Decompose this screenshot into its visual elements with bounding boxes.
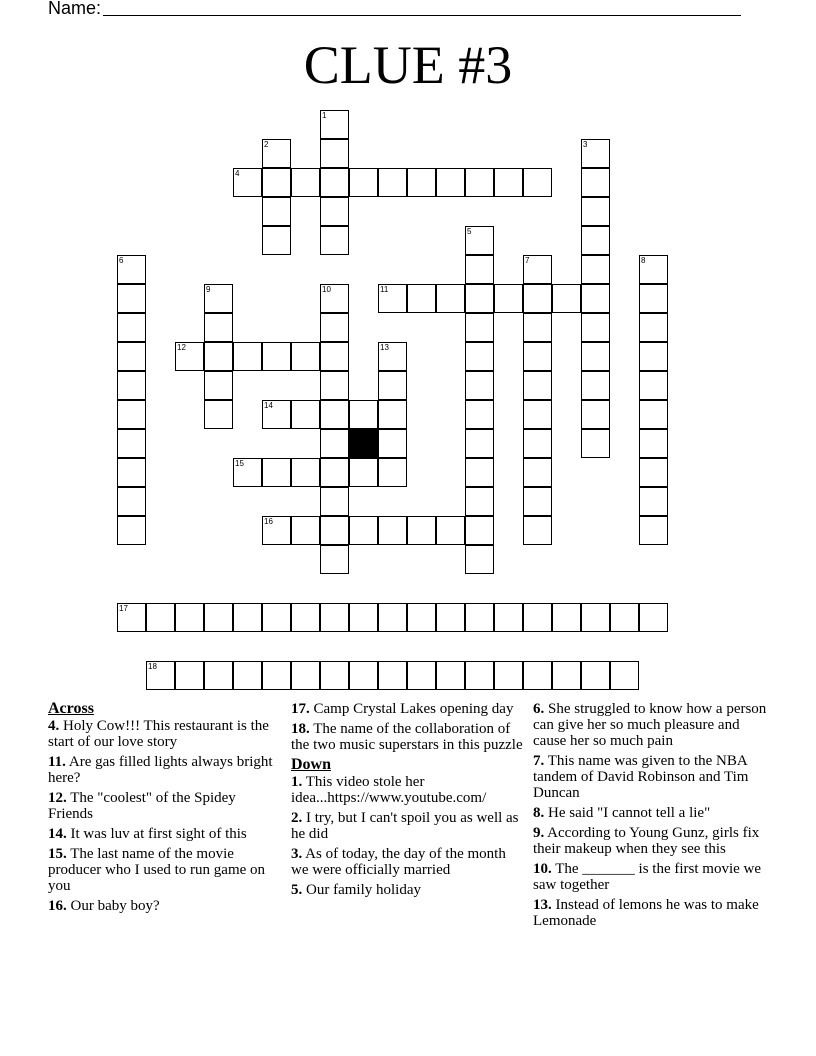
clue-number-label: 4. [48,718,60,734]
crossword-cell[interactable] [581,371,610,400]
crossword-cell[interactable] [349,516,378,545]
crossword-cell[interactable] [639,487,668,516]
crossword-cell[interactable] [523,284,552,313]
clue-text: Are gas filled lights always bright here? [48,754,273,786]
crossword-cell[interactable] [523,255,552,284]
crossword-cell[interactable] [552,603,581,632]
clue-text: He said "I cannot tell a lie" [544,805,711,821]
crossword-cell[interactable] [204,371,233,400]
clue-text: The "coolest" of the Spidey Friends [48,790,236,822]
crossword-cell[interactable] [320,371,349,400]
crossword-cell[interactable] [204,661,233,690]
down-clue-list-continued [533,701,773,929]
crossword-cell[interactable] [581,226,610,255]
crossword-cell[interactable] [349,661,378,690]
clue-number: 14 [264,401,273,410]
page-title: CLUE #3 [303,35,513,95]
crossword-cell[interactable] [320,516,349,545]
crossword-cell[interactable] [581,255,610,284]
crossword-cell[interactable] [610,661,639,690]
clues-column-1 [48,701,278,918]
crossword-cell[interactable] [262,661,291,690]
crossword-cell[interactable] [465,429,494,458]
crossword-cell[interactable] [465,168,494,197]
crossword-cell[interactable] [465,226,494,255]
crossword-cell[interactable] [378,168,407,197]
crossword-cell[interactable] [639,516,668,545]
across-clue-list [48,718,278,914]
clue-number-label: 5. [291,882,303,898]
crossword-cell[interactable] [436,603,465,632]
clue-text: This video stole her idea...https://www.youtube.com/ [291,774,487,806]
clue-number: 1 [322,111,327,120]
across-heading: Across [48,700,94,717]
crossword-cell[interactable] [465,255,494,284]
clue-number-label: 12. [48,790,67,806]
crossword-cell[interactable] [233,661,262,690]
crossword-cell[interactable] [320,400,349,429]
crossword-cell[interactable] [291,342,320,371]
crossword-cell[interactable] [581,429,610,458]
clue-item [291,846,527,878]
crossword-cell[interactable] [320,139,349,168]
crossword-cell[interactable] [407,661,436,690]
crossword-cell[interactable] [523,603,552,632]
crossword-cell[interactable] [204,284,233,313]
crossword-cell[interactable] [117,429,146,458]
clue-number: 17 [119,604,128,613]
crossword-cell[interactable] [494,168,523,197]
clue-text: Holy Cow!!! This restaurant is the start of our love story [48,718,269,750]
clue-number: 7 [525,256,530,265]
crossword-cell[interactable] [378,400,407,429]
crossword-cell[interactable] [262,226,291,255]
crossword-cell[interactable] [407,516,436,545]
down-clue-list [291,774,527,898]
clue-text: She struggled to know how a person can give her so much pleasure and cause her so much pain [533,701,767,749]
clue-text: This name was given to the NBA tandem of David Robinson and Tim Duncan [533,753,749,801]
crossword-cell[interactable] [523,313,552,342]
crossword-cell[interactable] [436,168,465,197]
clue-number: 15 [235,459,244,468]
clue-item [48,846,278,894]
crossword-cell[interactable] [117,516,146,545]
clue-number-label: 9. [533,825,545,841]
clue-text: The name of the collaboration of the two music superstars in this puzzle [291,721,523,753]
clue-text: Camp Crystal Lakes opening day [309,701,514,717]
crossword-cell[interactable] [117,284,146,313]
clues-column-2 [291,701,527,902]
black-square [349,429,378,458]
crossword-cell[interactable] [639,603,668,632]
crossword-cell[interactable] [465,400,494,429]
crossword-cell[interactable] [146,603,175,632]
crossword-cell[interactable] [378,516,407,545]
crossword-cell[interactable] [639,342,668,371]
crossword-cell[interactable] [204,400,233,429]
crossword-cell[interactable] [262,516,291,545]
crossword-cell[interactable] [117,255,146,284]
clue-text: Our baby boy? [66,898,160,914]
crossword-cell[interactable] [320,545,349,574]
clue-item [533,753,773,801]
crossword-cell[interactable] [320,603,349,632]
crossword-cell[interactable] [523,342,552,371]
crossword-cell[interactable] [465,661,494,690]
clue-number: 5 [467,227,472,236]
clue-item [533,805,773,821]
clue-text: According to Young Gunz, girls fix their makeup when they see this [533,825,760,857]
clue-number-label: 17. [291,701,310,717]
crossword-cell[interactable] [262,168,291,197]
clue-number-label: 7. [533,753,545,769]
crossword-cell[interactable] [204,342,233,371]
crossword-cell[interactable] [320,226,349,255]
crossword-cell[interactable] [581,313,610,342]
clue-number-label: 14. [48,826,67,842]
crossword-cell[interactable] [291,400,320,429]
crossword-cell[interactable] [117,458,146,487]
crossword-cell[interactable] [581,603,610,632]
clue-text: Instead of lemons he was to make Lemonade [533,897,759,929]
clue-text: Our family holiday [302,882,421,898]
crossword-cell[interactable] [581,661,610,690]
clue-item [291,774,527,806]
down-heading: Down [291,756,332,773]
crossword-cell[interactable] [175,603,204,632]
clue-number: 13 [380,343,389,352]
crossword-cell[interactable] [639,255,668,284]
crossword-cell[interactable] [378,603,407,632]
crossword-cell[interactable] [233,603,262,632]
clue-number: 18 [148,662,157,671]
crossword-cell[interactable] [523,400,552,429]
clue-item [291,882,527,898]
crossword-cell[interactable] [436,284,465,313]
crossword-cell[interactable] [204,603,233,632]
crossword-cell[interactable] [639,284,668,313]
crossword-cell[interactable] [349,400,378,429]
clue-number-label: 13. [533,897,552,913]
clue-item [291,701,527,717]
crossword-cell[interactable] [639,371,668,400]
crossword-cell[interactable] [320,487,349,516]
crossword-cell[interactable] [378,661,407,690]
clue-number-label: 6. [533,701,545,717]
crossword-cell[interactable] [465,342,494,371]
clue-number-label: 8. [533,805,545,821]
across-clue-list-continued [291,701,527,753]
clue-number: 16 [264,517,273,526]
crossword-cell[interactable] [523,168,552,197]
crossword-cell[interactable] [233,458,262,487]
crossword-cell[interactable] [291,603,320,632]
clue-text: The _______ is the first movie we saw together [533,861,762,893]
crossword-cell[interactable] [552,284,581,313]
crossword-cell[interactable] [291,661,320,690]
crossword-cell[interactable] [465,458,494,487]
crossword-cell[interactable] [117,371,146,400]
crossword-cell[interactable] [146,661,175,690]
clue-item [48,898,278,914]
crossword-cell[interactable] [175,342,204,371]
crossword-cell[interactable] [117,487,146,516]
crossword-cell[interactable] [117,313,146,342]
clue-item [291,810,527,842]
clue-number: 12 [177,343,186,352]
crossword-cell[interactable] [117,603,146,632]
crossword-cell[interactable] [262,139,291,168]
crossword-cell[interactable] [465,487,494,516]
crossword-cell[interactable] [465,284,494,313]
clue-number: 8 [641,256,646,265]
clue-number-label: 16. [48,898,67,914]
clue-item [533,861,773,893]
clue-item [291,721,527,753]
clue-item [48,718,278,750]
crossword-cell[interactable] [262,197,291,226]
crossword-cell[interactable] [262,603,291,632]
crossword-cell[interactable] [523,458,552,487]
crossword-cell[interactable] [233,342,262,371]
crossword-cell[interactable] [320,313,349,342]
crossword-cell[interactable] [262,342,291,371]
crossword-cell[interactable] [378,458,407,487]
crossword-cell[interactable] [494,284,523,313]
clue-number-label: 2. [291,810,303,826]
crossword-cell[interactable] [639,400,668,429]
crossword-cell[interactable] [262,400,291,429]
crossword-cell[interactable] [639,313,668,342]
clue-item [533,825,773,857]
crossword-cell[interactable] [291,168,320,197]
clue-item [48,754,278,786]
crossword-cell[interactable] [378,342,407,371]
crossword-cell[interactable] [523,661,552,690]
crossword-cell[interactable] [320,284,349,313]
crossword-cell[interactable] [378,429,407,458]
crossword-cell[interactable] [610,603,639,632]
crossword-cell[interactable] [349,168,378,197]
crossword-cell[interactable] [320,458,349,487]
clue-number-label: 3. [291,846,303,862]
crossword-cell[interactable] [349,458,378,487]
crossword-cell[interactable] [320,197,349,226]
clue-number-label: 10. [533,861,552,877]
clue-number: 4 [235,169,240,178]
crossword-cell[interactable] [639,429,668,458]
crossword-cell[interactable] [523,371,552,400]
crossword-cell[interactable] [581,139,610,168]
clue-number-label: 15. [48,846,67,862]
crossword-cell[interactable] [494,603,523,632]
crossword-cell[interactable] [117,400,146,429]
clue-text: It was luv at first sight of this [66,826,247,842]
crossword-cell[interactable] [320,110,349,139]
crossword-cell[interactable] [407,284,436,313]
crossword-cell[interactable] [494,661,523,690]
clue-number: 10 [322,285,331,294]
clue-item [533,897,773,929]
crossword-cell[interactable] [523,487,552,516]
clue-number: 6 [119,256,124,265]
crossword-cell[interactable] [465,371,494,400]
crossword-cell[interactable] [465,603,494,632]
crossword-cell[interactable] [378,371,407,400]
crossword-cell[interactable] [407,168,436,197]
crossword-cell[interactable] [291,458,320,487]
crossword-cell[interactable] [204,313,233,342]
name-label: Name: [48,0,102,18]
crossword-cell[interactable] [552,661,581,690]
clue-number-label: 1. [291,774,303,790]
clue-number: 11 [380,285,389,294]
crossword-cell[interactable] [523,429,552,458]
crossword-cell[interactable] [349,603,378,632]
crossword-cell[interactable] [378,284,407,313]
crossword-cell[interactable] [291,516,320,545]
clue-item [48,790,278,822]
crossword-cell[interactable] [581,197,610,226]
crossword-cell[interactable] [523,516,552,545]
crossword-cell[interactable] [233,168,262,197]
crossword-cell[interactable] [117,342,146,371]
crossword-cell[interactable] [639,458,668,487]
crossword-cell[interactable] [436,661,465,690]
crossword-cell[interactable] [436,516,465,545]
clue-item [48,826,278,842]
clue-number: 3 [583,140,588,149]
crossword-cell[interactable] [581,284,610,313]
crossword-cell[interactable] [581,400,610,429]
crossword-cell[interactable] [262,458,291,487]
clue-number: 9 [206,285,211,294]
crossword-cell[interactable] [175,661,204,690]
clue-item [533,701,773,749]
clue-number-label: 11. [48,754,66,770]
crossword-cell[interactable] [320,342,349,371]
crossword-cell[interactable] [465,313,494,342]
crossword-cell[interactable] [581,342,610,371]
clue-number: 2 [264,140,269,149]
crossword-cell[interactable] [320,661,349,690]
crossword-cell[interactable] [465,516,494,545]
crossword-cell[interactable] [320,168,349,197]
crossword-cell[interactable] [581,168,610,197]
clue-text: I try, but I can't spoil you as well as he did [291,810,519,842]
crossword-cell[interactable] [320,429,349,458]
clue-text: As of today, the day of the month we were officially married [291,846,506,878]
crossword-cell[interactable] [465,545,494,574]
clue-number-label: 18. [291,721,310,737]
clues-column-3 [533,701,773,933]
crossword-cell[interactable] [407,603,436,632]
clue-text: The last name of the movie producer who I used to run game on you [48,846,266,894]
